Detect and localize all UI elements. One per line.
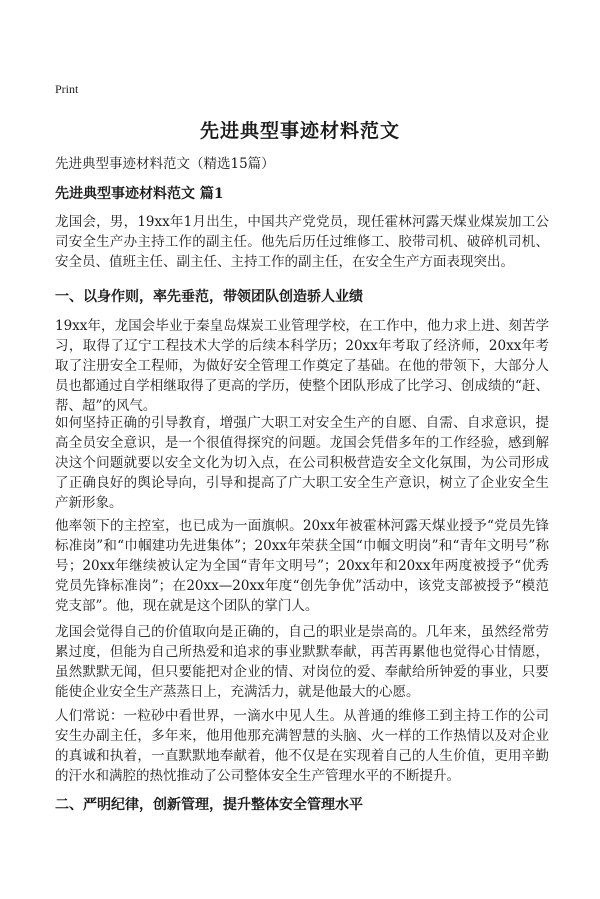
paragraph-1: 龙国会，男，19xx年1月出生，中国共产党党员，现任霍林河露天煤业煤炭加工公司安全生产办主持工作的副主任。他先后历任过维修工、胶带司机、破碎机司机、安全员、值班主任、副主任、主持工作的副主任，在安全生产方面表现突出。 [55,214,549,270]
paragraph-5: 龙国会觉得自己的价值取向是正确的，自己的职业是崇高的。几年来，虽然经常劳累过度，但能为自己所热爱和追求的事业默默奉献，再苦再累他也觉得心甘情愿，虽然默默无闻，但只要能把对企业的情、对岗位的爱、奉献给所钟爱的事业，只要能使企业安全生产蒸蒸日上，充满活力，就是他最大的心愿。 [55,624,549,700]
article-heading: 先进典型事迹材料范文 篇1 [55,186,224,202]
paragraph-2: 19xx年，龙国会毕业于秦皇岛煤炭工业管理学校，在工作中，他力求上进、刻苦学习，取得了辽宁工程技术大学的后续本科学历；20xx年考取了经济师，20xx年考取了注册安全工程师，为做好安全管理工作奠定了基础。在他的带领下，大部分人员也都通过自学相继取得了更高的学历，使整个团队形成了比学习、创成绩的“赶、帮、超”的风气。 [55,318,549,414]
print-label[interactable]: Print [55,82,79,96]
paragraph-3: 如何坚持正确的引导教育，增强广大职工对安全生产的自愿、自需、自求意识，提高全员安全意识，是一个很值得探究的问题。龙国会凭借多年的工作经验，感到解决这个问题就要以安全文化为切入点，在公司积极营造安全文化氛围，为公司形成了正确良好的舆论导向，引导和提高了广大职工安全生产意识，树立了企业安全生产新形象。 [55,415,549,511]
section-heading-1: 一、以身作则，率先垂范，带领团队创造骄人业绩 [55,289,363,305]
section-heading-2: 二、严明纪律，创新管理，提升整体安全管理水平 [55,797,363,813]
document-subtitle: 先进典型事迹材料范文（精选15篇） [55,156,275,172]
paragraph-6: 人们常说：一粒砂中看世界，一滴水中见人生。从普通的维修工到主持工作的公司安生办副主任，多年来，他用他那充满智慧的头脑、火一样的工作热情以及对企业的真诚和执着，一直默默地奉献着，他不仅是在实现着自己的人生价值，更用辛勤的汗水和满腔的热忱推动了公司整体安全生产管理水平的不断提升。 [55,708,549,784]
page-title: 先进典型事迹材料范文 [199,120,400,142]
paragraph-4: 他率领下的主控室，也已成为一面旗帜。20xx年被霍林河露天煤业授予“党员先锋标准岗”和“巾帼建功先进集体”；20xx年荣获全国“巾帼文明岗”和“青年文明号”称号；20xx年继续被认定为全国“青年文明号”；20xx年和20xx年两度被授予“优秀党员先锋标准岗”；在20xx—20xx年度“创先争优”活动中，该党支部被授予“模范党支部”。他，现在就是这个团队的掌门人。 [55,518,549,614]
